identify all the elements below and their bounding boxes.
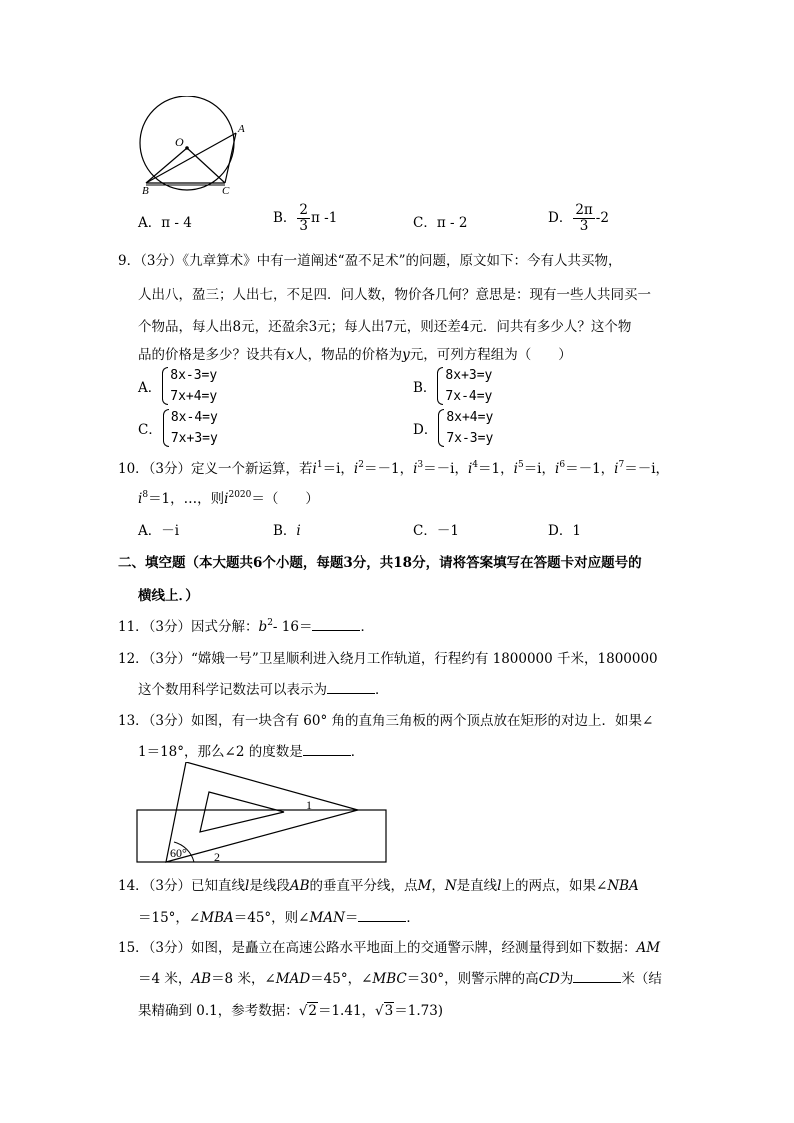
circle-figure — [128, 96, 258, 196]
triangle-rectangle-figure — [136, 762, 390, 866]
q9-line-4: 品的价格是多少？设共有x人，物品的价格为y元，可列方程组为（ ） — [138, 347, 572, 363]
q13-line-2: 1＝18°，那么∠2 的度数是 ． — [138, 744, 365, 760]
sqrt-icon: √ — [375, 1003, 384, 1019]
q15-line-2: ＝4 米，AB＝8 米，∠MAD＝45°，∠MBC＝30°，则警示牌的高CD为 米（结 — [138, 971, 662, 987]
q12-line-2: 这个数用科学记数法可以表示为 ． — [138, 682, 389, 698]
label-60: 60° — [170, 846, 187, 860]
label-O: O — [175, 135, 184, 149]
q8-option-a[interactable]: A．π - 4 — [138, 215, 192, 231]
q8-option-d[interactable]: D． $\frac{2\pi}{3}$ -2 — [548, 202, 609, 234]
q14-line-1: 14．（3分）已知直线l是线段AB的垂直平分线，点M，N是直线l上的两点，如果∠NBA — [118, 878, 639, 894]
q9-line-1: 9．（3分）《九章算术》中有一道阐述“盈不足术”的问题，原文如下：今有人共买物， — [118, 253, 622, 269]
q12-line-1: 12．（3分）“嫦娥一号”卫星顺利进入绕月工作轨道，行程约有 1800000 千米，1800000 — [118, 651, 658, 667]
fraction: $\frac{2}{3}$ — [299, 202, 309, 234]
label-B: B — [142, 185, 149, 196]
answer-blank[interactable] — [573, 970, 621, 983]
q9-line-3: 个物品，每人出8元，还盈余3元；每人出7元，则还差4元．问共有多少人？这个物 — [138, 319, 632, 335]
q13-line-1: 13．（3分）如图，有一块含有 60° 角的直角三角板的两个顶点放在矩形的对边上．如果∠ — [118, 713, 654, 729]
q9-option-b[interactable]: B．8x+3=y 7x-4=y — [413, 365, 492, 407]
q8-option-c[interactable]: C．π - 2 — [413, 215, 468, 231]
label-1: 1 — [306, 798, 312, 812]
sqrt-icon: √ — [298, 1003, 308, 1019]
q10-line-1: 10．（3分）定义一个新运算，若$i^1=i$，$i^2=-1$，$i^3=-i$，$i^4=1$，$i^5=i$，$i^6=-1$，$i^7=-i$， — [118, 460, 670, 477]
answer-blank[interactable] — [312, 618, 360, 631]
label-2: 2 — [214, 850, 220, 864]
q10-option-d[interactable]: D．1 — [548, 523, 581, 539]
q9-line-2: 人出八，盈三；人出七，不足四．问人数，物价各几何？意思是：现有一些人共同买一 — [138, 287, 651, 303]
answer-blank[interactable] — [303, 743, 351, 756]
equation-system: 8x+3=y 7x-4=y — [436, 365, 492, 407]
q9-option-c[interactable]: C．8x-4=y 7x+3=y — [138, 407, 218, 449]
q10-line-2: $i^8=1$，…，则$i^{2020}=$（ ） — [138, 490, 319, 507]
section-heading-line-1: 二、填空题（本大题共6个小题，每题3分，共18分，请将答案填写在答题卡对应题号的 — [118, 555, 642, 571]
q9-option-a[interactable]: A．8x-3=y 7x+4=y — [138, 365, 217, 407]
label-C: C — [222, 185, 230, 196]
section-heading-line-2: 横线上．） — [138, 588, 199, 604]
q15-line-3: 果精确到 0.1，参考数据：√2＝1.41，√3＝1.73) — [138, 1003, 444, 1019]
answer-blank[interactable] — [327, 681, 375, 694]
answer-blank[interactable] — [358, 909, 406, 922]
equation-system: 8x+4=y 7x-3=y — [437, 407, 493, 449]
q9-option-d[interactable]: D．8x+4=y 7x-3=y — [413, 407, 493, 449]
q15-line-1: 15．（3分）如图，是矗立在高速公路水平地面上的交通警示牌，经测量得到如下数据：AM — [118, 940, 661, 956]
label-A: A — [238, 123, 245, 135]
q10-option-b[interactable]: B．i — [273, 523, 301, 539]
q11-line: 11．（3分）因式分解：$b^2-$ 16＝ ． — [118, 618, 374, 635]
q10-option-c[interactable]: C．－1 — [413, 523, 459, 539]
q8-option-b[interactable]: B． $\frac{2}{3}$ π -1 — [273, 202, 338, 234]
fraction: $\frac{2\pi}{3}$ — [575, 202, 593, 234]
equation-system: 8x-4=y 7x+3=y — [162, 407, 218, 449]
equation-system: 8x-3=y 7x+4=y — [161, 365, 217, 407]
q10-option-a[interactable]: A．－i — [138, 523, 180, 539]
q14-line-2: ＝15°，∠MBA＝45°，则∠MAN＝ ． — [138, 910, 420, 926]
